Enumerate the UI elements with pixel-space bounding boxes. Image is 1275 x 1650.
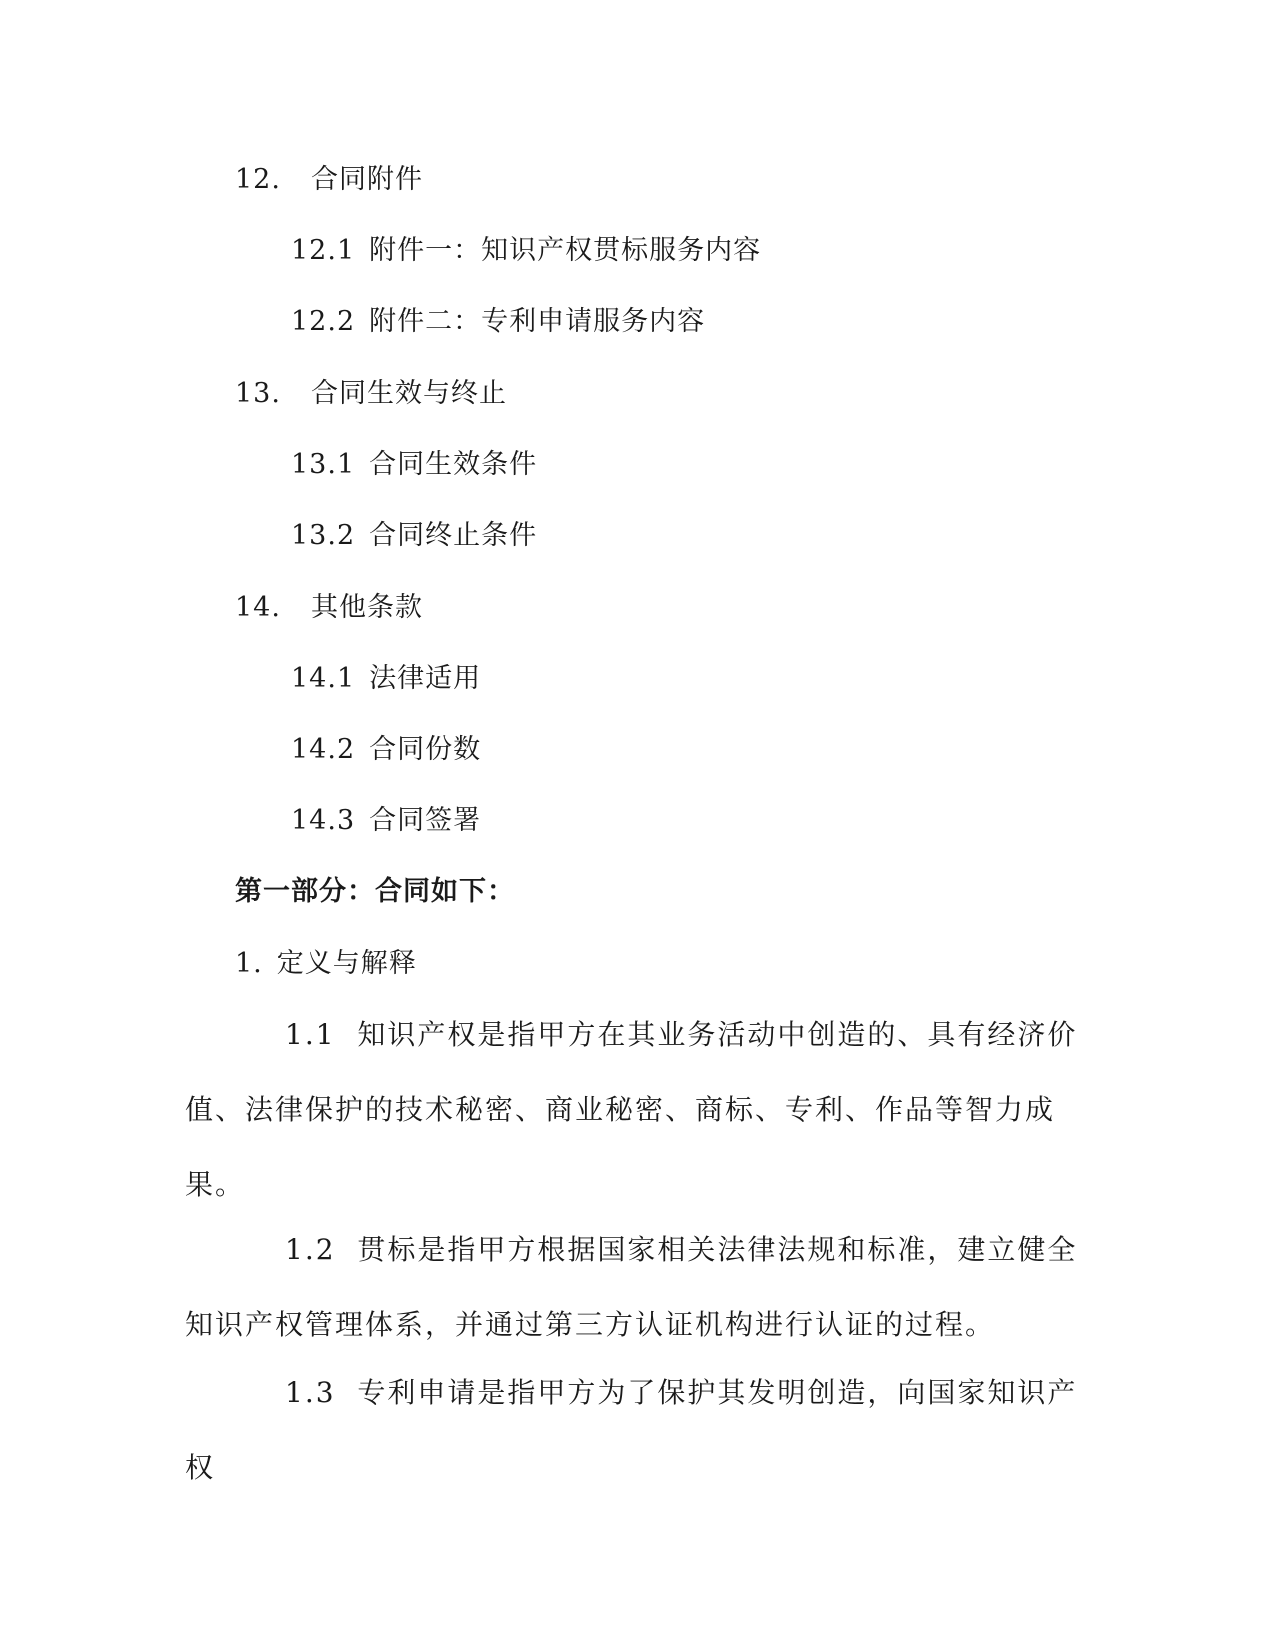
toc-title: 合同生效与终止 — [310, 378, 507, 409]
toc-title: 法律适用 — [369, 663, 482, 694]
section-number: 1. — [235, 948, 263, 979]
toc-item-14 — [235, 590, 423, 626]
toc-item-13-2 — [291, 518, 537, 554]
toc-item-12-2 — [291, 304, 705, 340]
toc-number: 13. — [235, 378, 281, 409]
toc-item-12-1 — [291, 233, 761, 269]
toc-title: 附件二：专利申请服务内容 — [369, 306, 706, 337]
toc-title: 合同附件 — [310, 164, 423, 195]
toc-title: 合同终止条件 — [369, 520, 538, 551]
toc-number: 14.1 — [291, 663, 356, 694]
toc-number: 12.2 — [291, 306, 356, 337]
toc-title: 合同签署 — [369, 805, 482, 836]
paragraph-text: 专利申请是指甲方为了保护其发明创造，向国家知识产权 — [185, 1376, 1078, 1484]
toc-item-14-3 — [291, 803, 481, 839]
section-heading: 第一部分：合同如下： — [235, 876, 515, 907]
paragraph-1-3 — [185, 1355, 1085, 1505]
toc-item-14-2 — [291, 732, 481, 768]
toc-item-12 — [235, 162, 423, 198]
toc-item-14-1 — [291, 661, 481, 697]
toc-title: 附件一：知识产权贯标服务内容 — [369, 235, 762, 266]
paragraph-number: 1.1 — [285, 1018, 336, 1051]
paragraph-number: 1.3 — [285, 1376, 336, 1409]
toc-title: 合同份数 — [369, 734, 482, 765]
paragraph-1-1 — [185, 997, 1085, 1222]
toc-number: 14.3 — [291, 805, 356, 836]
toc-number: 14.2 — [291, 734, 356, 765]
toc-number: 12.1 — [291, 235, 356, 266]
toc-number: 12. — [235, 164, 281, 195]
toc-item-13-1 — [291, 447, 537, 483]
paragraph-number: 1.2 — [285, 1233, 336, 1266]
section-1-title — [235, 946, 417, 982]
toc-number: 13.1 — [291, 449, 356, 480]
paragraph-text: 知识产权是指甲方在其业务活动中创造的、具有经济价值、法律保护的技术秘密、商业秘密、商标、专利、作品等智力成果。 — [185, 1018, 1078, 1201]
paragraph-text: 贯标是指甲方根据国家相关法律法规和标准，建立健全知识产权管理体系，并通过第三方认证机构进行认证的过程。 — [185, 1233, 1078, 1341]
toc-title: 合同生效条件 — [369, 449, 538, 480]
toc-number: 14. — [235, 592, 281, 623]
paragraph-1-2 — [185, 1212, 1085, 1362]
toc-number: 13.2 — [291, 520, 356, 551]
section-title: 定义与解释 — [276, 948, 417, 979]
toc-title: 其他条款 — [310, 592, 423, 623]
toc-item-13 — [235, 376, 507, 412]
